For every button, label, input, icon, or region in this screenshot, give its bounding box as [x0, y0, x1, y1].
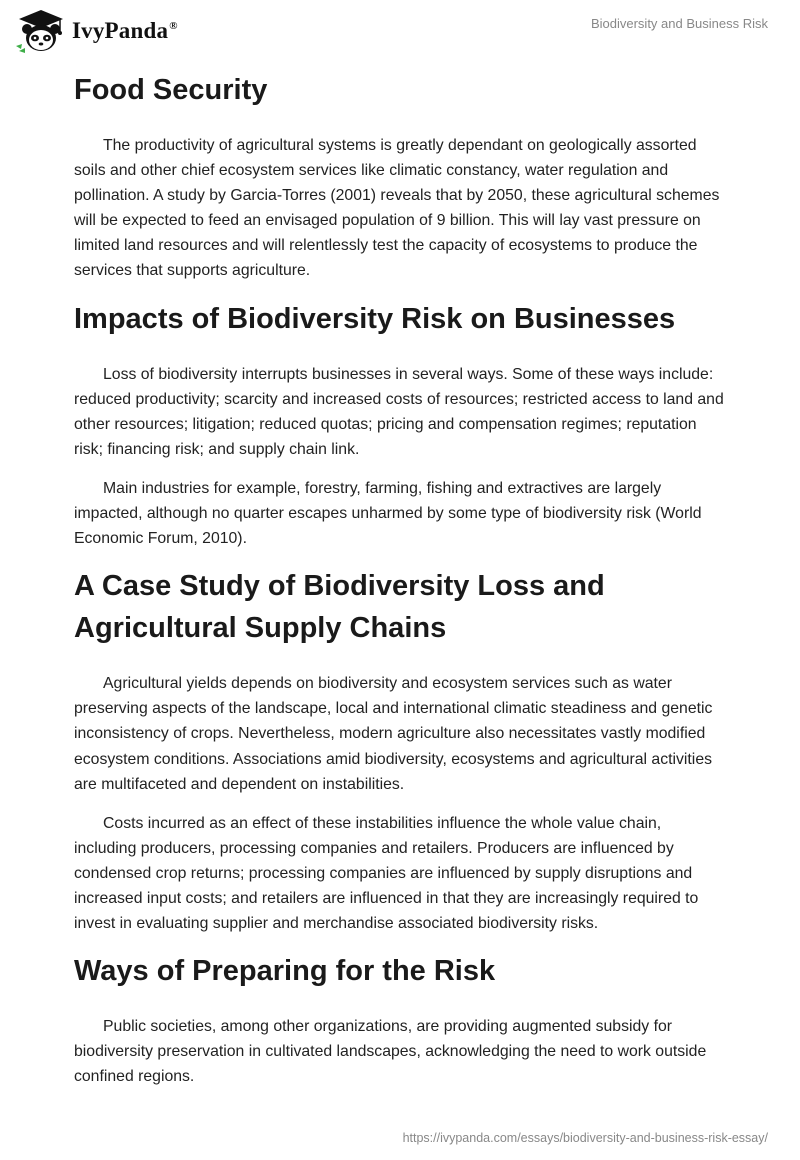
section-heading: Food Security	[74, 74, 268, 106]
paragraph: Agricultural yields depends on biodiversity and ecosystem services such as water preserving aspects of the landscape, local and international climatic steadiness and genetic inconsistency of crops. Nevertheless, modern agriculture also necessitates vastly modified ecosystem conditions. Associations amid biodiversity, ecosystems and agricultural activities are multifaceted and dependent on instabilities.	[74, 675, 713, 793]
panda-graduate-icon	[14, 8, 68, 54]
paragraph: Costs incurred as an effect of these instabilities influence the whole value chain, including producers, processing companies and retailers. Producers are influenced by condensed crop returns; processing companies are influenced by supply disruptions and increased input costs; and retailers are influenced in that they are increasingly required to invest in evaluating supplier and merchandise associated biodiversity risks.	[74, 814, 699, 933]
section-heading: Impacts of Biodiversity Risk on Businesses	[74, 302, 676, 335]
article-body	[74, 69, 724, 1103]
paragraph: Loss of biodiversity interrupts businesses in several ways. Some of these ways include: reduced productivity; scarcity and increased costs of resources; restricted access to land and other resources; litigation; reduced quotas; pricing and compensation regimes; reputation risk; financing risk; and supply chain link.	[74, 365, 724, 458]
brand-name: IvyPanda ®	[72, 18, 178, 43]
document-title: Biodiversity and Business Risk	[590, 16, 768, 31]
source-url[interactable]: https://ivypanda.com/essays/biodiversity-and-business-risk-essay/	[402, 1131, 768, 1145]
section-food-security	[74, 69, 724, 284]
section-case-study	[74, 565, 724, 936]
section-heading: Ways of Preparing for the Risk	[74, 955, 496, 988]
paragraph: Main industries for example, forestry, farming, fishing and extractives are largely impacted, although no quarter escapes unharmed by some type of biodiversity risk (World Economic Forum, 2010).	[74, 479, 702, 548]
section-heading: A Case Study of Biodiversity Loss and Agricultural Supply Chains	[74, 570, 605, 645]
paragraph: Public societies, among other organizations, are providing augmented subsidy for biodiversity preservation in cultivated landscapes, acknowledging the need to work outside confined regions.	[74, 1018, 707, 1086]
registered-mark: ®	[169, 20, 178, 32]
brand-logo[interactable]	[14, 8, 178, 54]
section-preparing	[74, 950, 724, 1089]
paragraph: The productivity of agricultural systems is greatly dependant on geologically assorted soils and other chief ecosystem services like climatic constancy, water regulation and pollination. A study by Garcia-Torres (2001) reveals that by 2050, these agricultural schemes will be expected to feed an envisaged population of 9 billion. This will lay vast pressure on limited land resources and will relentlessly test the capacity of ecosystems to produce the services that supports agriculture.	[74, 137, 720, 280]
section-impacts	[74, 298, 724, 552]
